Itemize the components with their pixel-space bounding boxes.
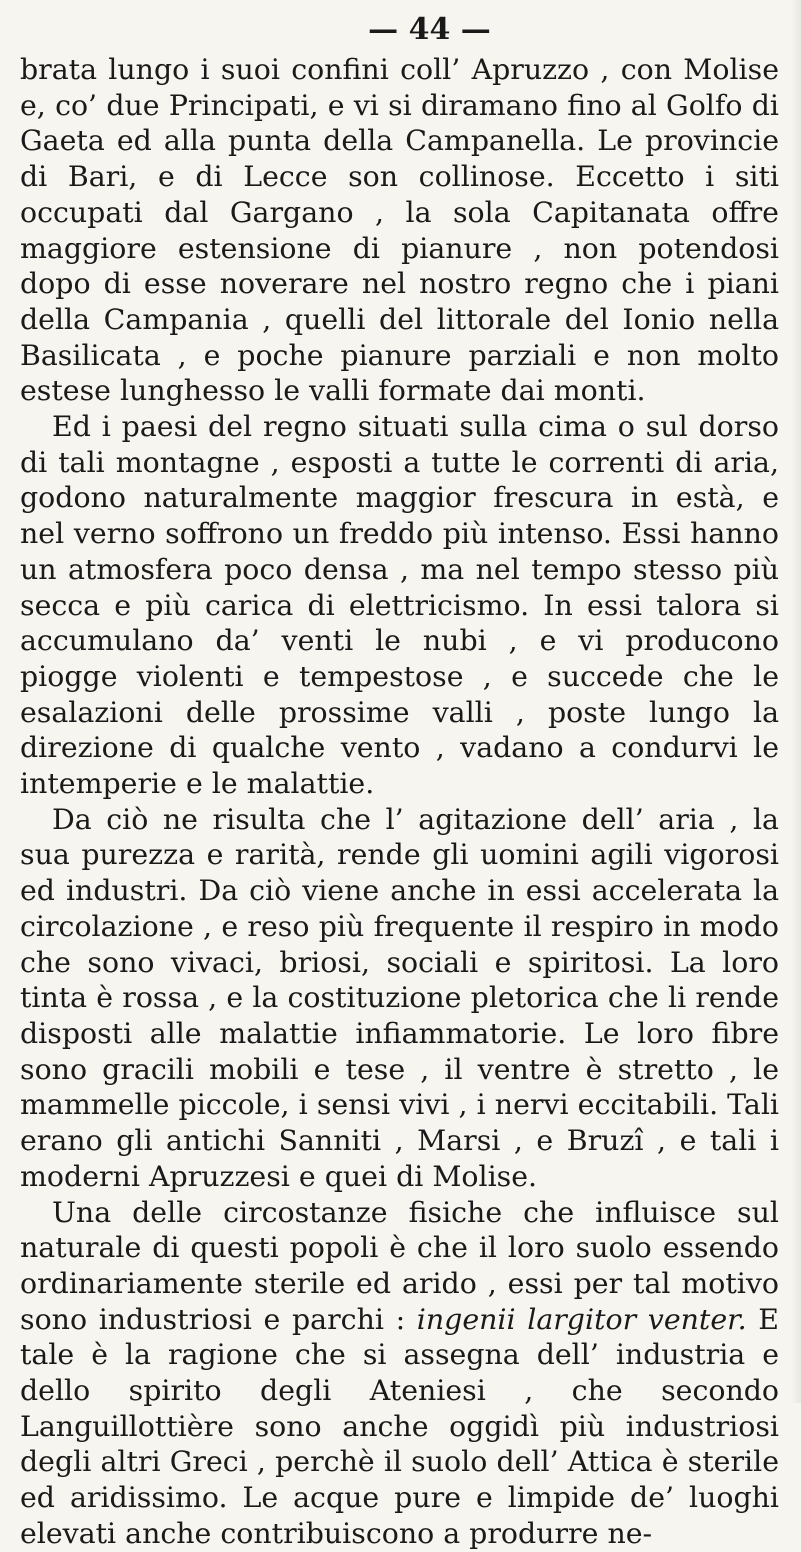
paragraph-4-text-a: Una delle circostanze fisiche che influisce sul naturale di questi popoli è che il loro suolo essendo ordinariamente sterile ed arido , essi per tal motivo sono industriosi e parchi : bbox=[20, 1195, 779, 1336]
page-edge-shadow bbox=[791, 0, 801, 1403]
paragraph-1 bbox=[20, 52, 779, 409]
paragraph-2-text: Ed i paesi del regno situati sulla cima o sul dorso di tali montagne , esposti a tutte le correnti di aria, godono naturalmente maggior frescura in està, e nel verno soffrono un freddo più intenso. Essi hanno un atmosfera poco densa , ma nel tempo stesso più secca e più carica di elettricismo. In essi talora si accumulano da’ venti le nubi , e vi producono piogge violenti e tempestose , e succede che le esalazioni delle prossime valli , poste lungo la direzione di qualche vento , vadano a condurvi le intemperie e le malattie. bbox=[20, 410, 779, 801]
paragraph-2 bbox=[20, 409, 779, 802]
page-number: — 44 — bbox=[368, 12, 491, 47]
paragraph-1-text: brata lungo i suoi confini coll’ Apruzzo , con Molise e, co’ due Principati, e vi si diramano fino al Golfo di Gaeta ed alla punta della Campanella. Le provincie di Bari, e di Lecce son collinose. Eccetto i siti occupati dal Gargano , la sola Capitanata offre maggiore estensione di pianure , non potendosi dopo di esse noverare nel nostro regno che i piani della Campania , quelli del littorale del Ionio nella Basilicata , e poche pianure parziali e non molto estese lunghesso le valli formate dai monti. bbox=[20, 53, 779, 408]
paragraph-4-text-b: E tale è la ragione che si assegna dell’ industria e dello spirito degli Ateniesi , che secondo Languillottière sono anche oggidì più industriosi degli altri Greci , perchè il suolo dell’ Attica è sterile ed aridissimo. Le acque pure e limpide de’ luoghi elevati anche contribuiscono a produrre ne- bbox=[20, 1302, 779, 1550]
paragraph-4-latin-quote: ingenii largitor venter. bbox=[416, 1302, 747, 1336]
paragraph-4 bbox=[20, 1195, 779, 1552]
paragraph-3-text: Da ciò ne risulta che l’ agitazione dell’ aria , la sua purezza e rarità, rende gli uomini agili vigorosi ed industri. Da ciò viene anche in essi accelerata la circolazione , e reso più frequente il respiro in modo che sono vivaci, briosi, sociali e spiritosi. La loro tinta è rossa , e la costituzione pletorica che li rende disposti alle malattie infiammatorie. Le loro fibre sono gracili mobili e tese , il ventre è stretto , le mammelle piccole, i sensi vivi , i nervi eccitabili. Tali erano gli antichi Sanniti , Marsi , e Bruzî , e tali i moderni Apruzzesi e quei di Molise. bbox=[20, 802, 779, 1193]
body-text bbox=[20, 52, 779, 1552]
paragraph-3 bbox=[20, 802, 779, 1195]
